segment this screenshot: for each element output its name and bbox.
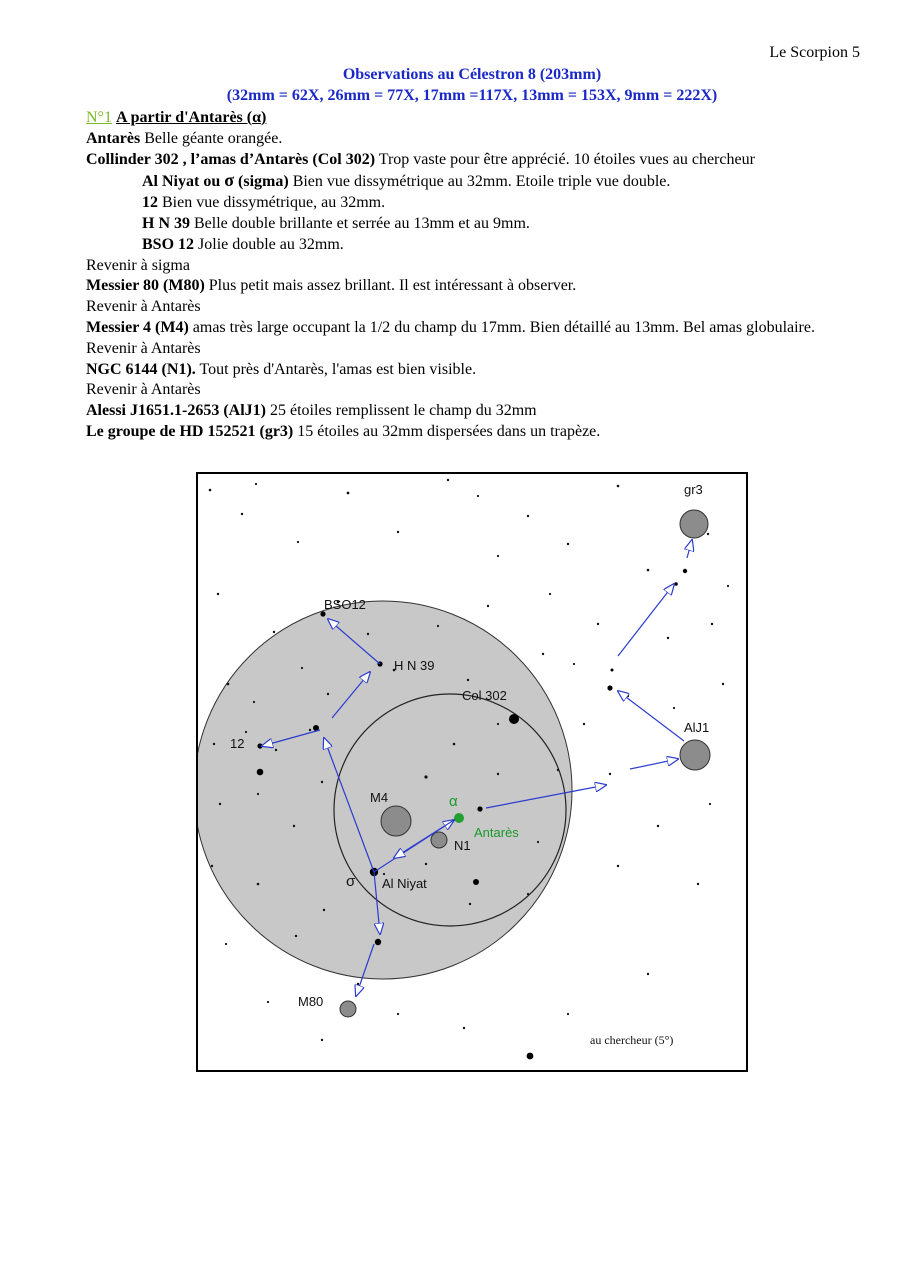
label-n1: N1 [454,838,471,853]
entry-al-niyat: Al Niyat ou σ (sigma) Bien vue dissymétrique au 32mm. Etoile triple vue double. [142,170,671,191]
entry-ngc-6144: NGC 6144 (N1). Tout près d'Antarès, l'amas est bien visible. [86,360,477,378]
map-caption: au chercheur (5°) [590,1033,674,1047]
label-bso012: BSO12 [324,597,366,612]
nav-back-sigma: Revenir à sigma [86,256,190,274]
star-map-svg [198,474,745,1069]
label-hn39: H N 39 [394,658,435,673]
section-title: A partir d'Antarès (α) [115,109,267,126]
section-heading [86,108,866,129]
label-alj1: AlJ1 [684,720,710,735]
sigma-symbol: σ [224,170,235,191]
observation-list [86,108,866,443]
label-antares: Antarès [474,825,519,840]
cluster-n1 [431,832,447,848]
star-antares [454,813,464,823]
label-col302: Col 302 [462,688,507,703]
nav-back-antares-2: Revenir à Antarès [86,339,201,357]
entry-bso-12: BSO 12 Jolie double au 32mm. [142,235,344,253]
entry-alessi: Alessi J1651.1-2653 (AlJ1) 25 étoiles remplissent le champ du 32mm [86,402,537,420]
entry-hd-152521: Le groupe de HD 152521 (gr3) 15 étoiles au 32mm dispersées dans un trapèze. [86,422,601,440]
label-gr3: gr3 [684,482,703,497]
label-al-niyat: Al Niyat [382,876,427,891]
alpha-symbol: α [252,109,262,126]
label-alpha: α [449,793,458,810]
entry-collinder-302: Collinder 302 , l’amas d’Antarès (Col 302) Trop vaste pour être apprécié. 10 étoiles vues au chercheur [86,150,755,168]
nav-back-antares-1: Revenir à Antarès [86,298,201,316]
entry-m80: Messier 80 (M80) Plus petit mais assez brillant. Il est intéressant à observer. [86,277,577,295]
finder-star-map [196,472,748,1072]
cluster-m4 [381,806,411,836]
label-12: 12 [230,736,245,751]
entry-hn-39: H N 39 Belle double brillante et serrée au 13mm et au 9mm. [142,214,530,232]
section-number: N°1 [86,109,112,126]
cluster-gr3 [680,510,708,538]
label-m80: M80 [298,994,324,1009]
label-m4: M4 [370,790,389,805]
page-title: Observations au Célestron 8 (203mm) [342,66,602,83]
entry-antares: Antarès Belle géante orangée. [86,129,283,147]
label-sigma: σ [346,873,356,890]
page-header: Le Scorpion 5 [769,44,860,61]
col302-cluster-circle [334,694,566,926]
cluster-alj1 [680,740,710,770]
nav-back-antares-3: Revenir à Antarès [86,381,201,399]
entry-star-12: 12 Bien vue dissymétrique, au 32mm. [142,194,386,212]
page-subtitle-magnifications: (32mm = 62X, 26mm = 77X, 17mm =117X, 13mm = 153X, 9mm = 222X) [226,87,718,104]
cluster-m80 [340,1001,356,1017]
entry-m4: Messier 4 (M4) amas très large occupant la 1/2 du champ du 17mm. Bien détaillé au 13mm. Bel amas globulaire. [86,318,815,336]
